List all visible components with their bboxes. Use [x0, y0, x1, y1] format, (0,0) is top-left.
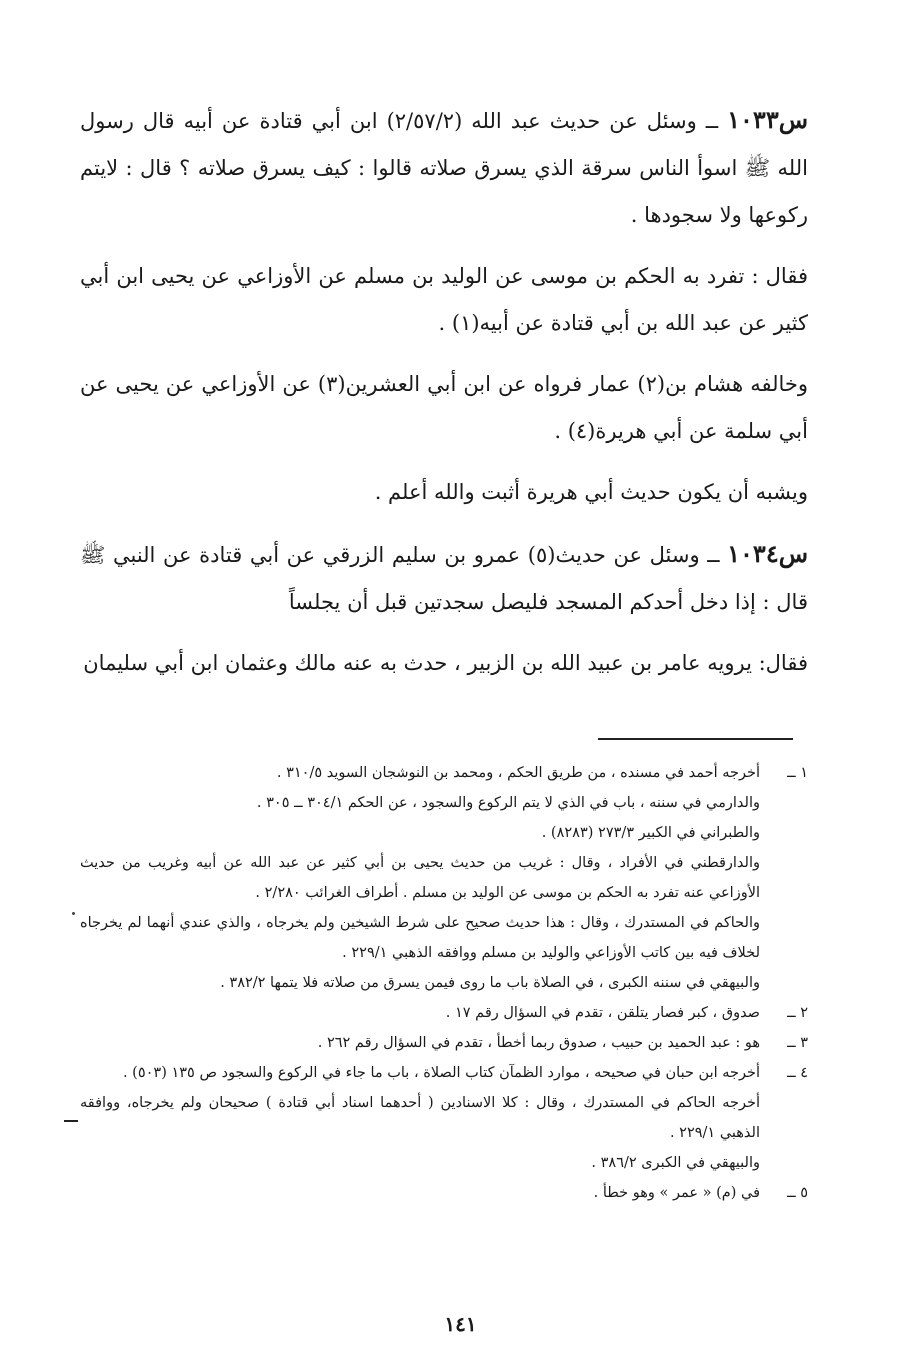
- paragraph-text: ــ وسئل عن حديث عبد الله (٢/٥٧/٢) ابن أبي قتادة عن أبيه قال رسول الله ﷺ اسوأ الناس سرقة الذي يسرق صلاته قالوا : كيف يسرق صلاته ؟ قال : لايتم ركوعها ولا سجودها .: [80, 109, 808, 227]
- footnote-text: صدوق ، كبر فصار يتلقن ، تقدم في السؤال رقم ١٧ .: [445, 1005, 760, 1021]
- footnote: [80, 1178, 808, 1208]
- paragraph-answer-2: [80, 361, 808, 455]
- footnote-text: والدارمي في سننه ، باب في الذي لا يتم الركوع والسجود ، عن الحكم ٣٠٤/١ ــ ٣٠٥ .: [256, 795, 760, 811]
- footnote-text: والحاكم في المستدرك ، وقال : هذا حديث صحيح على شرط الشيخين ولم يخرجاه ، والذي عندي أنهما لم يخرجاه لخلاف فيه بين كاتب الأوزاعي والوليد بن مسلم ووافقه الذهبي ٢٢٩/١ .: [80, 915, 760, 961]
- footnote-number: ١ ــ: [787, 765, 808, 781]
- footnote-number: ٣ ــ: [787, 1035, 808, 1051]
- paragraph-text: وخالفه هشام بن(٢) عمار فرواه عن ابن أبي العشرين(٣) عن الأوزاعي عن يحيى عن أبي سلمة عن أبي هريرة(٤) .: [80, 372, 808, 443]
- footnote-number: ٥ ــ: [787, 1185, 808, 1201]
- footnote-number: [760, 908, 808, 968]
- question-number: س١٠٣٤: [727, 539, 808, 568]
- paragraph-text: فقال : تفرد به الحكم بن موسى عن الوليد بن مسلم عن الأوزاعي عن يحيى ابن أبي كثير عن عبد الله بن أبي قتادة عن أبيه(١) .: [80, 264, 808, 335]
- footnote-text: أخرجه الحاكم في المستدرك ، وقال : كلا الاسنادين ( أحدهما اسناد أبي قتادة ) صحيحان ولم يخرجاه، ووافقه الذهبي ٢٢٩/١ .: [80, 1095, 760, 1141]
- footnote: [80, 1088, 808, 1148]
- footnote: [80, 788, 808, 818]
- scan-mark: [64, 1120, 78, 1122]
- footnote: [80, 968, 808, 998]
- footnote-text: والطبراني في الكبير ٢٧٣/٣ (٨٢٨٣) .: [541, 825, 760, 841]
- paragraph-q1034: [80, 530, 808, 626]
- footnote: [80, 818, 808, 848]
- footnote-text: والبيهقي في الكبرى ٣٨٦/٢ .: [591, 1155, 760, 1171]
- paragraph-answer-3: [80, 469, 808, 516]
- footnote-number: ٤ ــ: [787, 1065, 808, 1081]
- footnote-text: هو : عبد الحميد بن حبيب ، صدوق ربما أخطأ ، تقدم في السؤال رقم ٢٦٢ .: [317, 1035, 760, 1051]
- footnote: [80, 1058, 808, 1088]
- footnote-text: والدارقطني في الأفراد ، وقال : غريب من حديث يحيى بن أبي كثير عن عبد الله عن أبيه وغريب من حديث الأوزاعي عنه تفرد به الحكم بن موسى عن الوليد بن مسلم . أطراف الغرائب ٢/٢٨٠ .: [80, 855, 760, 901]
- footnote-number: [760, 1148, 808, 1178]
- scan-speck: [72, 912, 75, 915]
- footnote: [80, 848, 808, 908]
- footnote: [80, 1028, 808, 1058]
- paragraph-q1033: [80, 96, 808, 239]
- paragraph-text: ــ وسئل عن حديث(٥) عمرو بن سليم الزرقي عن أبي قتادة عن النبي ﷺ قال : إذا دخل أحدكم المسجد فليصل سجدتين قبل أن يجلساً: [80, 543, 808, 614]
- footnote-number: [760, 968, 808, 998]
- paragraph-answer-1: [80, 253, 808, 347]
- paragraph-text: فقال: يرويه عامر بن عبيد الله بن الزبير ، حدث به عنه مالك وعثمان ابن أبي سليمان: [83, 651, 808, 675]
- footnote-number: ٢ ــ: [787, 1005, 808, 1021]
- footnote: [80, 758, 808, 788]
- footnote-text: في (م) « عمر » وهو خطأ .: [593, 1185, 760, 1201]
- paragraph-answer-4: [80, 640, 808, 687]
- footnote-number: [760, 818, 808, 848]
- footnote: [80, 998, 808, 1028]
- footnote-number: [760, 1088, 808, 1148]
- question-number: س١٠٣٣: [727, 105, 808, 134]
- footnote-separator: [598, 738, 793, 740]
- paragraph-text: ويشبه أن يكون حديث أبي هريرة أثبت والله أعلم .: [374, 480, 808, 504]
- footnote-number: [760, 848, 808, 908]
- footnote: [80, 1148, 808, 1178]
- main-text: [80, 96, 808, 701]
- footnote-text: أخرجه ابن حبان في صحيحه ، موارد الظمآن كتاب الصلاة ، باب ما جاء في الركوع والسجود ص ١٣٥ (٥٠٣) .: [122, 1065, 760, 1081]
- footnotes: [80, 758, 808, 1208]
- footnote-text: أخرجه أحمد في مسنده ، من طريق الحكم ، ومحمد بن النوشجان السويد ٣١٠/٥ .: [276, 765, 760, 781]
- footnote-number: [760, 788, 808, 818]
- footnote: [80, 908, 808, 968]
- footnote-text: والبيهقي في سننه الكبرى ، في الصلاة باب ما روى فيمن يسرق من صلاته فلا يتمها ٣٨٢/٢ .: [220, 975, 760, 991]
- page-number: ١٤١: [444, 1312, 477, 1336]
